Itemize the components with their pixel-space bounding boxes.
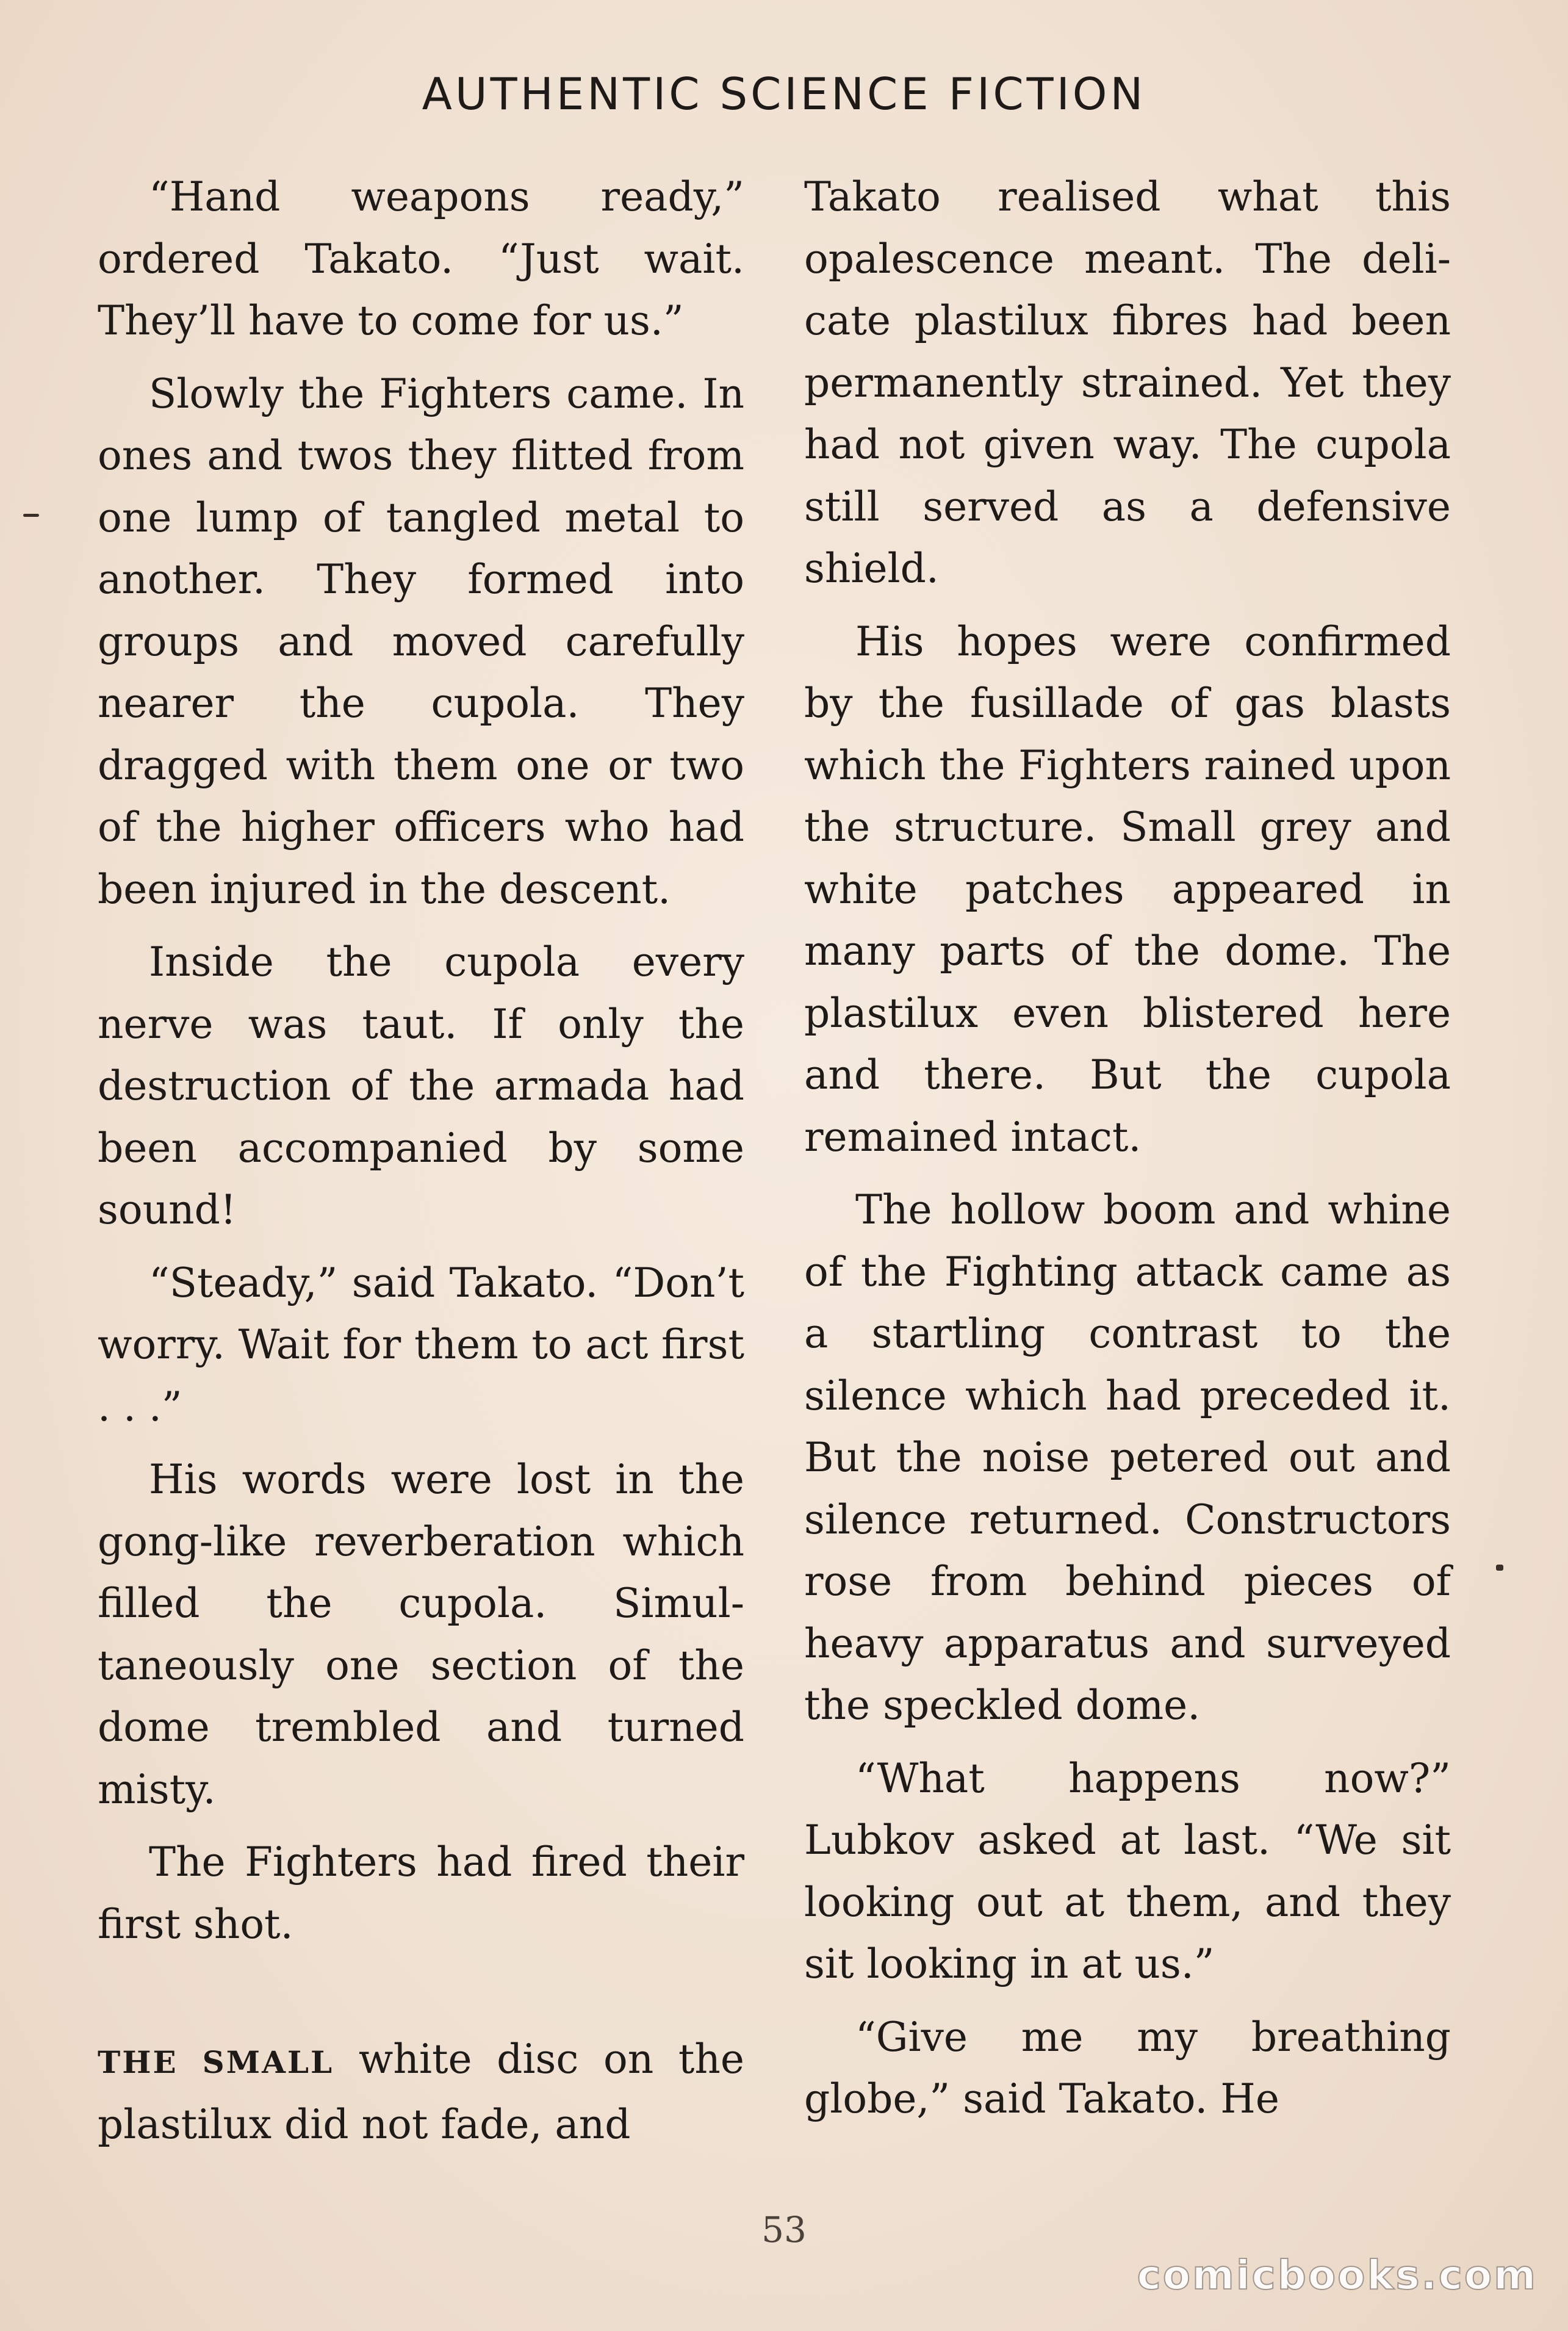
section-start-paragraph	[98, 2028, 744, 2155]
paragraph: “Give me my breathing globe,” said Takato. He	[804, 2013, 1451, 2122]
right-column	[804, 166, 1451, 2141]
print-speck	[1496, 1565, 1503, 1571]
paragraph: “Hand weapons ready,” ordered Takato. “Just wait. They’ll have to come for us.”	[98, 173, 744, 344]
running-header: AUTHENTIC SCIENCE FICTION	[422, 68, 1146, 120]
print-speck	[23, 514, 39, 517]
site-watermark: comicbooks.com	[1137, 2252, 1537, 2299]
paragraph: His words were lost in the gong-like reverberation which filled the cupola. Simultaneously one section of the dome trembled and turned misty.	[98, 1456, 744, 1813]
paragraph: Takato realised what this opalescence meant. The delicate plastilux fibres had been permanently strained. Yet they had not given way. The cupola still served as a defensive shield.	[804, 173, 1451, 592]
paragraph: Slowly the Fighters came. In ones and twos they flitted from one lump of tangled metal to another. They formed into groups and moved carefully nearer the cupola. They dragged with them one or two of the higher officers who had been injured in the descent.	[98, 370, 744, 913]
paragraph-text: white disc on the plastilux did not fade, and	[98, 2036, 744, 2148]
page-number: 53	[761, 2209, 807, 2250]
paragraph: “What happens now?” Lubkov asked at last. “We sit looking out at them, and they sit looking in at us.”	[804, 1754, 1451, 1987]
paragraph: The hollow boom and whine of the Fighting attack came as a startling contrast to the silence which had preceded it. But the noise petered out and silence returned. Constructors rose from behind pieces of heavy apparatus and surveyed the speckled dome.	[804, 1186, 1451, 1729]
paragraph: His hopes were confirmed by the fusillade of gas blasts which the Fighters rained upon the structure. Small grey and white patches appeared in many parts of the dome. The plastilux even blistered here and there. But the cupola remained intact.	[804, 618, 1451, 1161]
left-column	[98, 166, 744, 2166]
paragraph: The Fighters had fired their first shot.	[98, 1839, 744, 1948]
paragraph: “Steady,” said Takato. “Don’t worry. Wait for them to act first . . .”	[98, 1259, 744, 1430]
paragraph: Inside the cupola every nerve was taut. If only the destruction of the armada had been accompanied by some sound!	[98, 939, 744, 1233]
small-caps-lead: THE SMALL	[98, 2044, 334, 2080]
